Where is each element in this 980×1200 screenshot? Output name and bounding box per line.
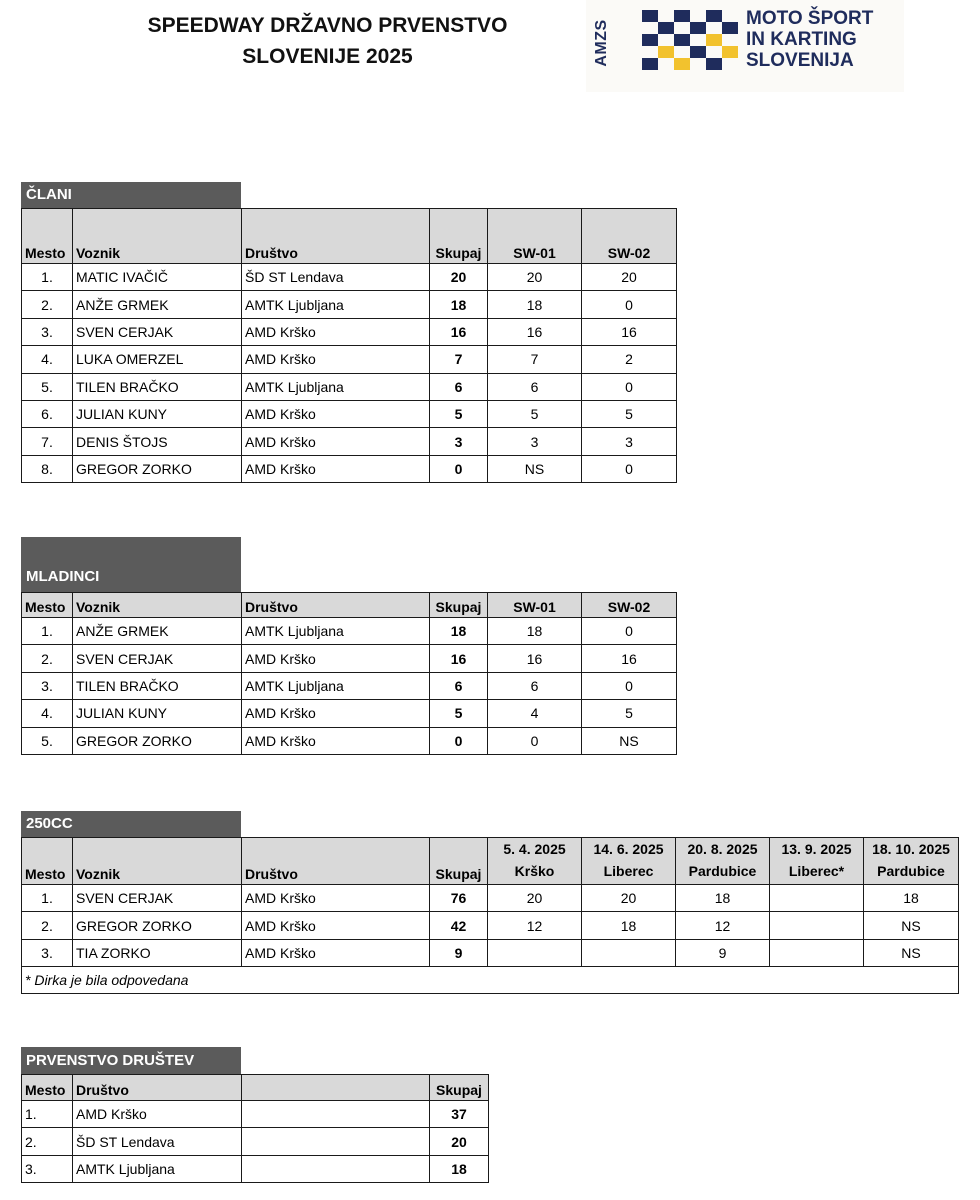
cell-skupaj: 18 (430, 618, 488, 645)
cell-skupaj: 76 (430, 885, 488, 912)
cell-drustvo: AMD Krško (242, 645, 430, 672)
cell-drustvo: AMTK Ljubljana (242, 373, 430, 400)
cell-mesto: 7. (22, 428, 73, 455)
col-header-drustvo: Društvo (242, 838, 430, 885)
table-row (22, 885, 959, 912)
col-header-voznik: Voznik (73, 593, 242, 618)
table-row (22, 645, 677, 672)
cell-race-4 (770, 912, 864, 939)
cell-drustvo: AMD Krško (242, 428, 430, 455)
col-header-mesto: Mesto (22, 1075, 73, 1101)
cell-voznik: ANŽE GRMEK (73, 618, 242, 645)
cell-race-1: NS (488, 455, 582, 482)
cell-race-2 (582, 939, 676, 966)
cell-voznik: ANŽE GRMEK (73, 291, 242, 318)
cell-skupaj: 18 (430, 291, 488, 318)
col-header-skupaj: Skupaj (430, 1075, 489, 1101)
race-place: Krško (514, 863, 555, 879)
table-row (22, 939, 959, 966)
cell-mesto: 2. (22, 912, 73, 939)
table-drustva (21, 1074, 489, 1183)
cell-race-2: 5 (582, 700, 677, 727)
cell-race-1: 4 (488, 700, 582, 727)
cell-race-3: 12 (676, 912, 770, 939)
col-header-race (582, 838, 676, 885)
cell-skupaj: 0 (430, 727, 488, 754)
cell-drustvo: AMD Krško (242, 700, 430, 727)
cell-drustvo: AMD Krško (242, 318, 430, 345)
cell-race-2: 3 (582, 428, 677, 455)
cell-mesto: 2. (22, 1128, 73, 1155)
cell-voznik: DENIS ŠTOJS (73, 428, 242, 455)
footnote: * Dirka je bila odpovedana (22, 967, 959, 994)
cell-skupaj: 20 (430, 1128, 489, 1155)
table-row (22, 373, 677, 400)
col-header-mesto: Mesto (22, 593, 73, 618)
cell-voznik: SVEN CERJAK (73, 318, 242, 345)
race-date: 14. 6. 2025 (593, 841, 664, 857)
cell-skupaj: 18 (430, 1155, 489, 1182)
cell-mesto: 6. (22, 400, 73, 427)
cell-race-2: NS (582, 727, 677, 754)
cell-race-1: 16 (488, 318, 582, 345)
cell-race-2: 20 (582, 885, 676, 912)
cell-race-2: 0 (582, 373, 677, 400)
cell-voznik: JULIAN KUNY (73, 700, 242, 727)
checkered-flag-icon (642, 10, 738, 70)
logo-amzs-text: AMZS (593, 19, 610, 67)
cell-skupaj: 5 (430, 400, 488, 427)
col-header-skupaj: Skupaj (430, 838, 488, 885)
section-title-clani: ČLANI (21, 182, 241, 208)
cell-race-2: 20 (582, 264, 677, 291)
cell-mesto: 3. (22, 1155, 73, 1182)
cell-race-1 (488, 939, 582, 966)
section-title-drustva: PRVENSTVO DRUŠTEV (21, 1047, 241, 1074)
cell-drustvo: AMTK Ljubljana (242, 672, 430, 699)
col-header-race-2: SW-02 (582, 209, 677, 264)
table-row (22, 346, 677, 373)
footnote-row (22, 967, 959, 994)
cell-mesto: 1. (22, 264, 73, 291)
col-header-mesto: Mesto (22, 209, 73, 264)
cell-voznik: TIA ZORKO (73, 939, 242, 966)
cell-drustvo: AMD Krško (242, 885, 430, 912)
table-row (22, 1155, 489, 1182)
cell-mesto: 2. (22, 291, 73, 318)
cell-drustvo: ŠD ST Lendava (242, 264, 430, 291)
cell-mesto: 2. (22, 645, 73, 672)
table-row (22, 291, 677, 318)
cell-voznik: TILEN BRAČKO (73, 373, 242, 400)
col-header-race-2: SW-02 (582, 593, 677, 618)
table-row (22, 700, 677, 727)
race-place: Liberec (603, 863, 654, 879)
cell-race-1: 7 (488, 346, 582, 373)
col-header-drustvo: Društvo (242, 593, 430, 618)
table-row (22, 318, 677, 345)
header-row (22, 209, 677, 264)
cell-mesto: 1. (22, 885, 73, 912)
col-header-empty (242, 1075, 430, 1101)
title-line-2: SLOVENIJE 2025 (242, 45, 413, 68)
cell-skupaj: 16 (430, 318, 488, 345)
col-header-race (770, 838, 864, 885)
table-row (22, 428, 677, 455)
table-row (22, 1128, 489, 1155)
cell-skupaj: 20 (430, 264, 488, 291)
header-row (22, 593, 677, 618)
table-mladinci (21, 592, 677, 755)
cell-race-1: 20 (488, 885, 582, 912)
cell-mesto: 3. (22, 672, 73, 699)
cell-mesto: 5. (22, 727, 73, 754)
cell-empty (242, 1128, 430, 1155)
cell-voznik: SVEN CERJAK (73, 645, 242, 672)
amzs-logo (586, 0, 904, 92)
cell-race-2: 16 (582, 318, 677, 345)
col-header-drustvo: Društvo (73, 1075, 242, 1101)
cell-mesto: 3. (22, 939, 73, 966)
cell-skupaj: 16 (430, 645, 488, 672)
race-place: Pardubice (688, 863, 757, 879)
cell-voznik: SVEN CERJAK (73, 885, 242, 912)
race-date: 18. 10. 2025 (872, 841, 950, 857)
table-row (22, 400, 677, 427)
title-line-1: SPEEDWAY DRŽAVNO PRVENSTVO (147, 14, 508, 37)
section-title-mladinci-text: MLADINCI (26, 568, 100, 585)
logo-line-3: SLOVENIJA (746, 50, 854, 71)
col-header-mesto: Mesto (22, 838, 73, 885)
race-place: Liberec* (788, 863, 845, 879)
cell-race-1: 18 (488, 291, 582, 318)
cell-mesto: 1. (22, 618, 73, 645)
cell-voznik: MATIC IVAČIČ (73, 264, 242, 291)
cell-skupaj: 0 (430, 455, 488, 482)
cell-drustvo: ŠD ST Lendava (73, 1128, 242, 1155)
cell-skupaj: 6 (430, 672, 488, 699)
page-title (100, 10, 555, 72)
col-header-skupaj: Skupaj (430, 593, 488, 618)
cell-race-2: 0 (582, 455, 677, 482)
col-header-voznik: Voznik (73, 209, 242, 264)
cell-race-3: 18 (676, 885, 770, 912)
cell-race-1: 16 (488, 645, 582, 672)
cell-drustvo: AMD Krško (242, 346, 430, 373)
cell-skupaj: 42 (430, 912, 488, 939)
cell-drustvo: AMTK Ljubljana (242, 291, 430, 318)
cell-race-4 (770, 939, 864, 966)
cell-mesto: 1. (22, 1101, 73, 1128)
cell-race-1: 20 (488, 264, 582, 291)
cell-drustvo: AMD Krško (242, 912, 430, 939)
table-row (22, 264, 677, 291)
cell-voznik: TILEN BRAČKO (73, 672, 242, 699)
table-clani (21, 208, 677, 483)
cell-skupaj: 3 (430, 428, 488, 455)
cell-race-5: NS (864, 912, 959, 939)
race-date: 20. 8. 2025 (687, 841, 758, 857)
header-row (22, 838, 959, 885)
cell-voznik: LUKA OMERZEL (73, 346, 242, 373)
cell-mesto: 4. (22, 346, 73, 373)
col-header-race-1: SW-01 (488, 209, 582, 264)
cell-voznik: GREGOR ZORKO (73, 455, 242, 482)
logo-line-1: MOTO ŠPORT (746, 8, 874, 29)
cell-race-5: NS (864, 939, 959, 966)
col-header-voznik: Voznik (73, 838, 242, 885)
table-row (22, 1101, 489, 1128)
cell-skupaj: 6 (430, 373, 488, 400)
cell-voznik: JULIAN KUNY (73, 400, 242, 427)
cell-skupaj: 7 (430, 346, 488, 373)
logo-brand-text (746, 8, 873, 71)
cell-race-2: 16 (582, 645, 677, 672)
cell-race-2: 0 (582, 291, 677, 318)
cell-race-4 (770, 885, 864, 912)
cell-drustvo: AMD Krško (73, 1101, 242, 1128)
col-header-race (676, 838, 770, 885)
cell-race-1: 3 (488, 428, 582, 455)
table-row (22, 618, 677, 645)
cell-race-3: 9 (676, 939, 770, 966)
cell-skupaj: 37 (430, 1101, 489, 1128)
table-row (22, 672, 677, 699)
cell-race-1: 12 (488, 912, 582, 939)
cell-voznik: GREGOR ZORKO (73, 727, 242, 754)
race-date: 5. 4. 2025 (503, 841, 566, 857)
cell-race-2: 18 (582, 912, 676, 939)
section-title-250cc: 250CC (21, 811, 241, 837)
table-250cc (21, 837, 959, 994)
cell-race-2: 2 (582, 346, 677, 373)
col-header-skupaj: Skupaj (430, 209, 488, 264)
cell-drustvo: AMD Krško (242, 400, 430, 427)
cell-empty (242, 1155, 430, 1182)
cell-mesto: 8. (22, 455, 73, 482)
section-title-mladinci (21, 537, 241, 592)
cell-mesto: 3. (22, 318, 73, 345)
cell-race-1: 5 (488, 400, 582, 427)
cell-race-2: 5 (582, 400, 677, 427)
cell-race-1: 6 (488, 373, 582, 400)
cell-voznik: GREGOR ZORKO (73, 912, 242, 939)
cell-skupaj: 9 (430, 939, 488, 966)
table-row (22, 727, 677, 754)
cell-race-2: 0 (582, 672, 677, 699)
cell-race-1: 18 (488, 618, 582, 645)
header-row (22, 1075, 489, 1101)
cell-mesto: 4. (22, 700, 73, 727)
cell-drustvo: AMTK Ljubljana (242, 618, 430, 645)
col-header-drustvo: Društvo (242, 209, 430, 264)
cell-empty (242, 1101, 430, 1128)
race-date: 13. 9. 2025 (781, 841, 852, 857)
col-header-race (488, 838, 582, 885)
cell-drustvo: AMTK Ljubljana (73, 1155, 242, 1182)
cell-drustvo: AMD Krško (242, 939, 430, 966)
col-header-race (864, 838, 959, 885)
race-place: Pardubice (877, 863, 945, 879)
cell-skupaj: 5 (430, 700, 488, 727)
col-header-race-1: SW-01 (488, 593, 582, 618)
cell-mesto: 5. (22, 373, 73, 400)
cell-race-1: 0 (488, 727, 582, 754)
cell-race-2: 0 (582, 618, 677, 645)
table-row (22, 912, 959, 939)
cell-drustvo: AMD Krško (242, 455, 430, 482)
cell-race-5: 18 (864, 885, 959, 912)
cell-drustvo: AMD Krško (242, 727, 430, 754)
logo-line-2: IN KARTING (746, 29, 857, 50)
table-row (22, 455, 677, 482)
cell-race-1: 6 (488, 672, 582, 699)
